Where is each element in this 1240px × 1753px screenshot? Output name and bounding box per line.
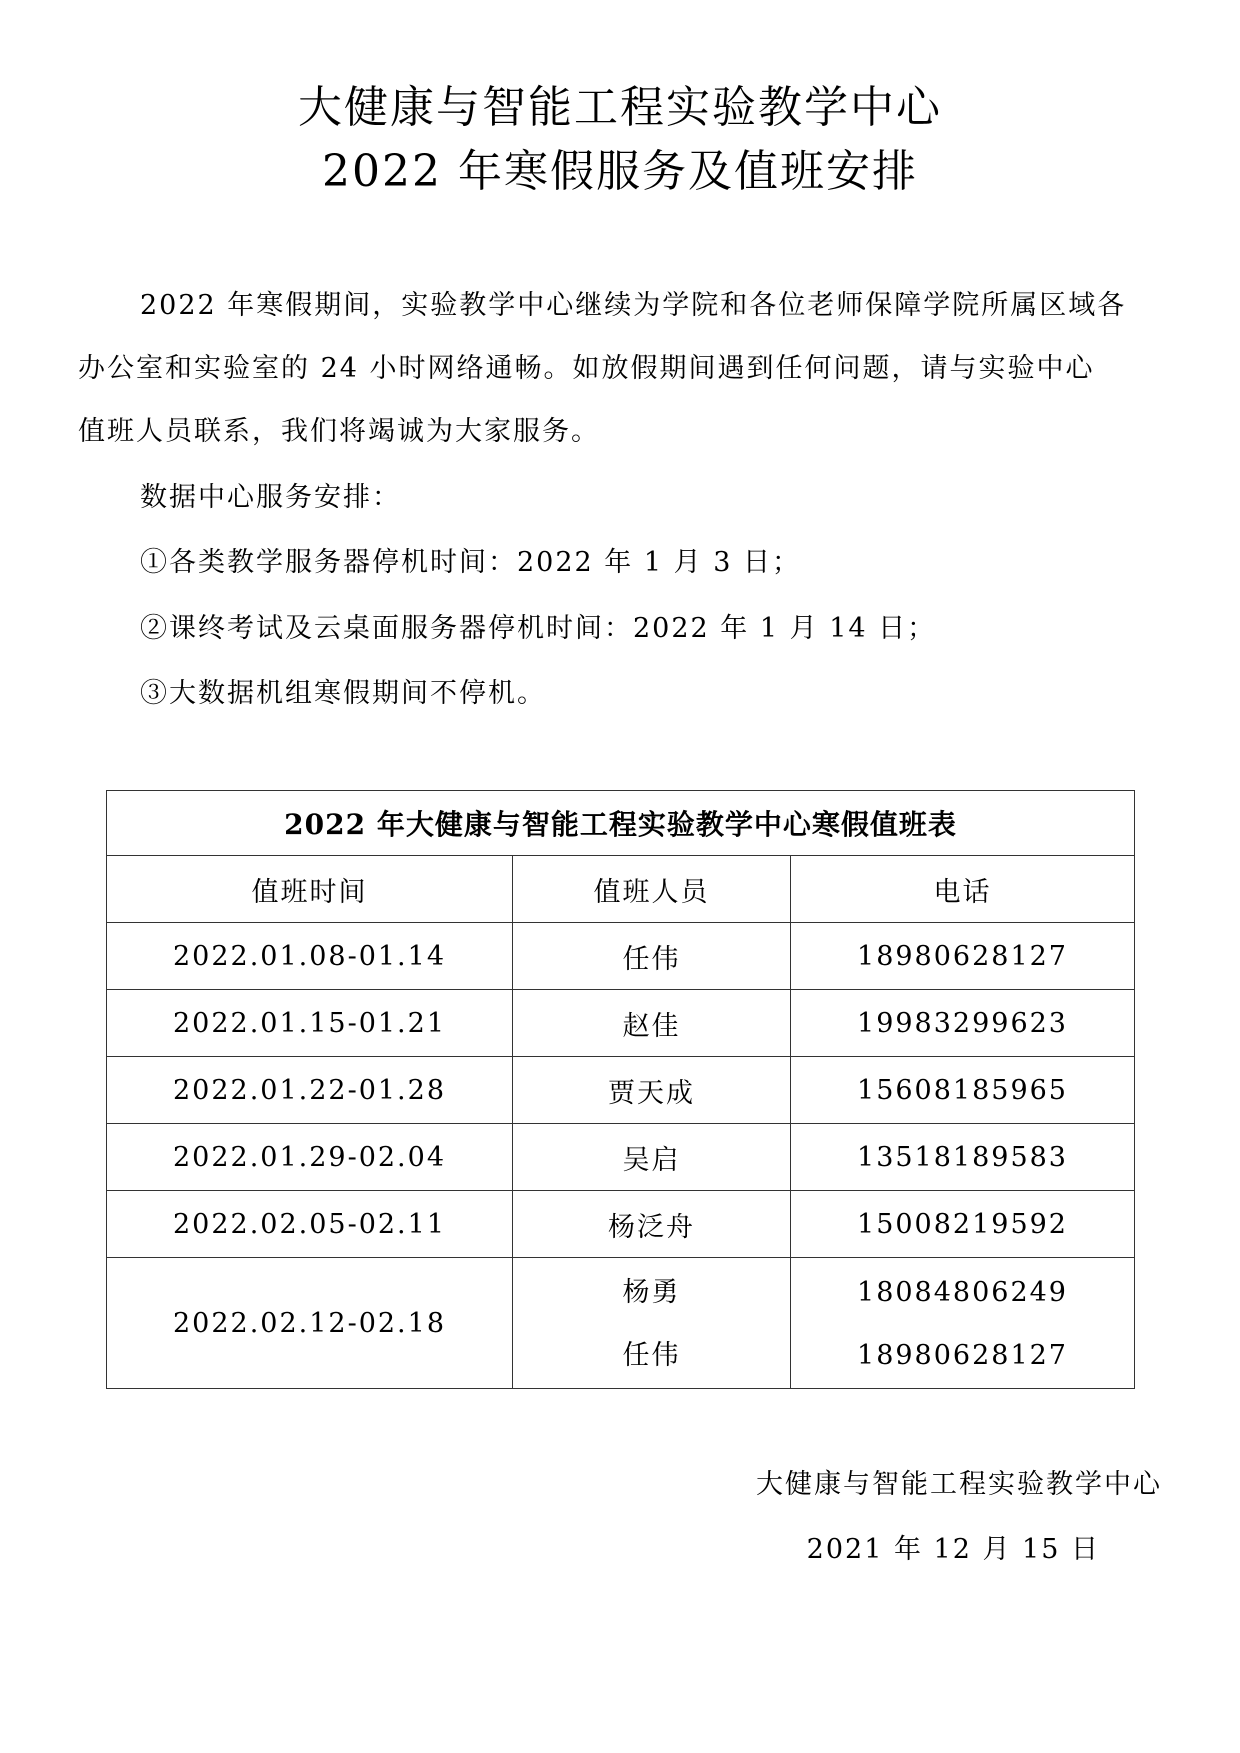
duty-phone: 19983299623 — [791, 990, 1135, 1057]
document-title-line2: 2022 年寒假服务及值班安排 — [322, 146, 918, 197]
body-paragraph-line2: 办公室和实验室的 24 小时网络通畅。如放假期间遇到任何问题，请与实验中心 — [78, 353, 1095, 384]
duty-person: 吴启 — [513, 1124, 791, 1191]
table-row — [107, 1191, 1135, 1258]
duty-phone: 18980628127 — [791, 923, 1135, 990]
duty-date: 2022.02.05-02.11 — [107, 1191, 513, 1258]
signature-date: 2021 年 12 月 15 日 — [806, 1534, 1100, 1565]
signature-org: 大健康与智能工程实验教学中心 — [756, 1469, 1162, 1500]
table-row — [107, 1057, 1135, 1124]
document-title-line1: 大健康与智能工程实验教学中心 — [298, 82, 942, 133]
service-item-2: ②课终考试及云桌面服务器停机时间：2022 年 1 月 14 日； — [140, 613, 937, 644]
duty-date: 2022.01.29-02.04 — [107, 1124, 513, 1191]
duty-date: 2022.02.12-02.18 — [107, 1258, 513, 1389]
duty-person: 任伟 — [622, 1340, 681, 1371]
duty-phone: 13518189583 — [791, 1124, 1135, 1191]
duty-person: 赵佳 — [513, 990, 791, 1057]
duty-phone: 15008219592 — [791, 1191, 1135, 1258]
duty-phones-cell — [791, 1258, 1135, 1389]
duty-persons-cell — [513, 1258, 791, 1389]
header-duty-person: 值班人员 — [513, 856, 791, 923]
duty-person: 杨泛舟 — [513, 1191, 791, 1258]
duty-person: 任伟 — [513, 923, 791, 990]
duty-date: 2022.01.15-01.21 — [107, 990, 513, 1057]
table-row-last — [107, 1258, 1135, 1389]
body-paragraph-line3: 值班人员联系，我们将竭诚为大家服务。 — [78, 416, 600, 447]
header-phone: 电话 — [791, 856, 1135, 923]
table-header-row — [107, 856, 1135, 923]
duty-phone: 18980628127 — [857, 1340, 1068, 1371]
body-paragraph-line1: 2022 年寒假期间，实验教学中心继续为学院和各位老师保障学院所属区域各 — [140, 290, 1127, 321]
table-row — [107, 1124, 1135, 1191]
table-caption: 2022 年大健康与智能工程实验教学中心寒假值班表 — [107, 791, 1135, 856]
table-row — [107, 923, 1135, 990]
duty-date: 2022.01.08-01.14 — [107, 923, 513, 990]
duty-schedule-table — [106, 790, 1135, 1389]
service-item-3: ③大数据机组寒假期间不停机。 — [140, 678, 546, 709]
duty-person: 贾天成 — [513, 1057, 791, 1124]
service-item-1: ①各类教学服务器停机时间：2022 年 1 月 3 日； — [140, 547, 801, 578]
header-duty-time: 值班时间 — [107, 856, 513, 923]
duty-phone: 15608185965 — [791, 1057, 1135, 1124]
table-row — [107, 990, 1135, 1057]
service-heading: 数据中心服务安排： — [140, 482, 401, 513]
table-caption-row — [107, 791, 1135, 856]
duty-person: 杨勇 — [622, 1277, 681, 1308]
duty-date: 2022.01.22-01.28 — [107, 1057, 513, 1124]
duty-phone: 18084806249 — [857, 1277, 1068, 1308]
